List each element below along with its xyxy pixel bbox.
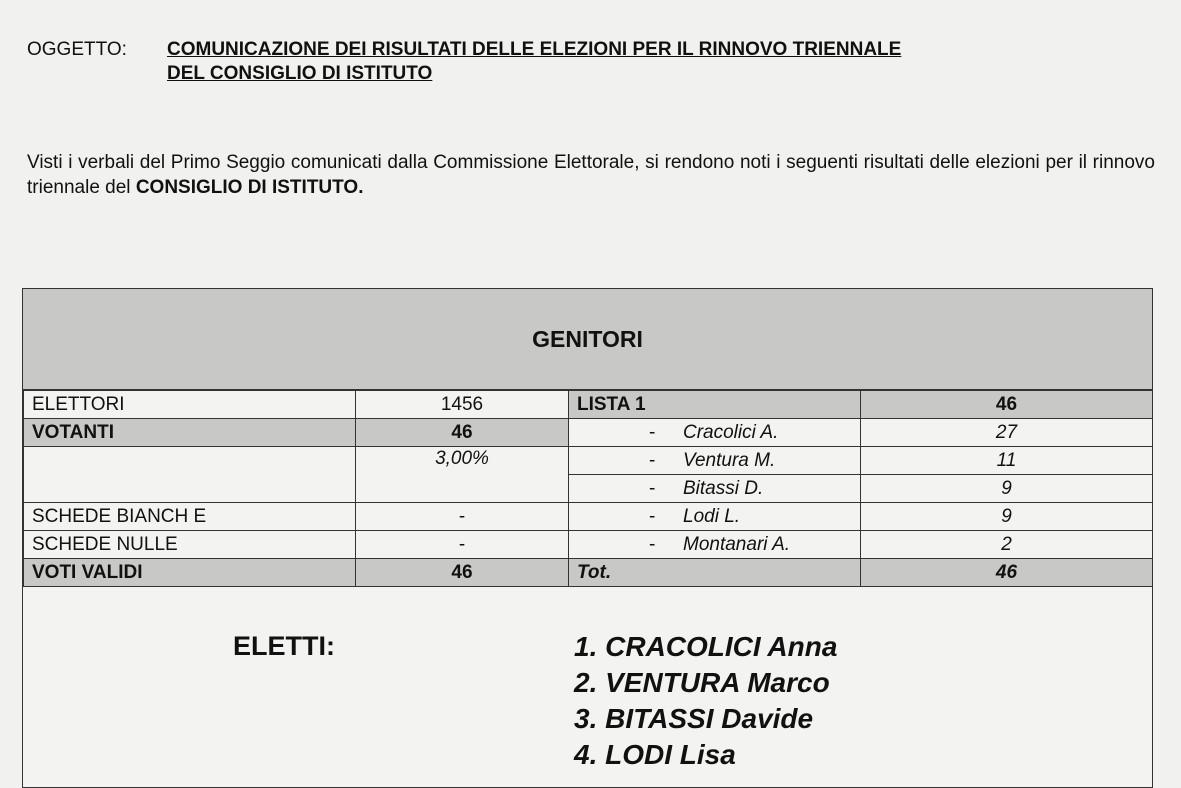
row-value: 3,00% [356,447,569,503]
candidate-name: - Ventura M. [569,447,861,475]
candidate-votes: 27 [861,419,1153,447]
elected-list [574,629,837,773]
candidate-name: - Montanari A. [569,531,861,559]
candidate-votes: 9 [861,475,1153,503]
results-title: GENITORI [532,325,643,352]
elected-name: 2. VENTURA Marco [574,667,830,698]
row-value: 1456 [356,391,569,419]
table-row [24,503,1153,531]
results-box [22,288,1153,788]
table-row [24,447,1153,475]
intro-text: Visti i verbali del Primo Seggio comunicati dalla Commissione Elettorale, si rendono noti i seguenti risultati delle elezioni per il rinnovo triennale del [27,152,1155,198]
subject-line-1: COMUNICAZIONE DEI RISULTATI DELLE ELEZIONI PER IL RINNOVO TRIENNALE [167,39,902,60]
list-total: 46 [861,391,1153,419]
candidate-votes: 2 [861,531,1153,559]
candidate-votes: 11 [861,447,1153,475]
row-value: 46 [356,559,569,587]
row-label [24,447,356,503]
row-value: 46 [356,419,569,447]
elected-label: ELETTI: [233,631,335,661]
subject-label: OGGETTO: [27,39,127,60]
subject-line-2: DEL CONSIGLIO DI ISTITUTO [167,63,433,84]
table-row [24,559,1153,587]
table-row [24,391,1153,419]
elected-name: 3. BITASSI Davide [574,703,814,734]
elected-name: 1. CRACOLICI Anna [574,631,838,662]
intro-paragraph [27,150,1155,200]
table-row [24,531,1153,559]
candidate-name: - Bitassi D. [569,475,861,503]
tot-label: Tot. [569,559,861,587]
results-header [23,289,1152,390]
subject-block [27,38,901,86]
row-label: VOTANTI [24,419,356,447]
table-row [24,419,1153,447]
row-label: VOTI VALIDI [24,559,356,587]
list-label: LISTA 1 [569,391,861,419]
row-label: SCHEDE NULLE [24,531,356,559]
results-table [23,390,1153,587]
candidate-votes: 9 [861,503,1153,531]
row-value: - [356,503,569,531]
candidate-name: - Lodi L. [569,503,861,531]
intro-bold: CONSIGLIO DI ISTITUTO. [135,177,364,198]
row-label: SCHEDE BIANCH E [24,503,356,531]
tot-value: 46 [861,559,1153,587]
elected-name: 4. LODI Lisa [574,739,736,770]
row-value: - [356,531,569,559]
row-label: ELETTORI [24,391,356,419]
candidate-name: - Cracolici A. [569,419,861,447]
